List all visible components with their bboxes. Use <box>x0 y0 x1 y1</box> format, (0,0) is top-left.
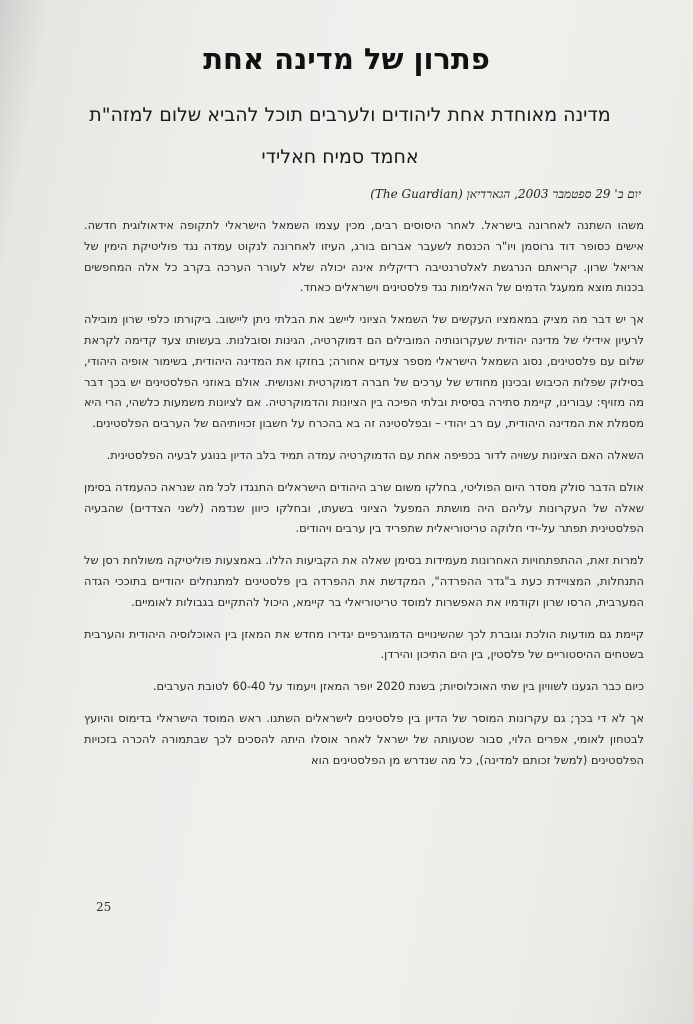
paragraph: השאלה האם הציונות עשויה לדור בכפיפה אחת עם הדמוקרטיה עמדה תמיד בלב הדיון בנוגע לבעיה הפלסטינית. <box>106 447 644 462</box>
paragraph: אולם הדבר סולק מסדר היום הפוליטי, בחלקו משום שרב היהודים הישראלים התנגדו לכל מה שנראה כהעמדה בסימן שאלה של העקרונות עליהם היה מושתת המפעל הציוני בשעתו, ובחלקו כיוון שנדמה (לשני הצדדים) שהבעיה הפלסטינית תפתר על-ידי חלוקה טריטוריאלית שתפריד בין ערבים ויהודים. <box>84 479 644 536</box>
article-subtitle: מדינה מאוחדת אחת ליהודים ולערבים תוכל להביא שלום למזה"ת <box>89 104 611 126</box>
paragraph: אך יש דבר מה מציק במאמציו העקשים של השמאל הציוני ליישב את הבלתי ניתן ליישוב. ביקורתו כלפי שרון מובילה לרעיון אידילי של מדינה יהודית שעקרונותיה המובילים הם דמוקרטיה, הגינות וסובלנות. בעשותו צעד קדימה לקראת שלום עם פלסטינים, נסוג השמאל הישראלי מספר צעדים אחורה; בחזקו את המדינה היהודית, בשימור אופיה היהודי, בסילוק שפלות הכיבוש ובכינון מחודש של ערכים של חברה דמוקרטית ואנושית. אולם באוזני הפלסטינים יש בכך דבר מה מזויף: עבורינו, קיימת סתירה בסיסית ובלתי הפיכה בין הציונות והדמוקרטיה. אם לציונות משמעות כלשהי, הרי היא מסמלת את המדינה היהודית, עם רב יהודי – ובפלסטינה זה בא בהכרח על חשבון זכויותיהם של הערבים הפלסטינים. <box>84 312 644 431</box>
author-name: אחמד סמיח חאלידי <box>261 146 419 168</box>
paragraph: כיום כבר הגענו לשוויון בין שתי האוכלוסיות; בשנת 2020 יופר המאזן ויעמוד על 60-40 לטובת הערבים. <box>152 679 644 694</box>
article-title: פתרון של מדינה אחת <box>203 42 490 76</box>
paragraph: משהו השתנה לאחרונה בישראל. לאחר היסוסים רבים, מכין עצמו השמאל הישראלי לתקופה אידאולוגית חדשה. אישים כסופר דוד גרוסמן ויו"ר הכנסת לשעבר אברום בורג, העיזו לאחרונה לנקוט עמדה נגד פוליטיקת הימין של אריאל שרון. קריאתם הנרגשת לאלטרנטיבה רדיקלית אינה יכולה שלא לעורר הערכה בקרב כל אלה המחפשים בכנות מוצא ממעגל הדמים של האלימות נגד פלסטינים וישראלים כאחד. <box>84 218 644 295</box>
page-number: 25 <box>96 900 112 914</box>
article-body <box>84 215 644 781</box>
paragraph: אך לא די בכך; גם עקרונות המוסר של הדיון בין פלסטינים לישראלים השתנו. ראש המוסד הישראלי בדימוס והיועץ לבטחון לאומי, אפרים הלוי, סבור שטעותה של ישראל לאחר אוסלו היתה להסכים לכך שבתמורה להכרה בזכויות הפלסטינים (למשל זכותם למדינה), כל מה שנדרש מן הפלסטינים הוא <box>84 710 644 767</box>
paragraph: למרות זאת, ההתפתחויות האחרונות מעמידות בסימן שאלה את הקביעות הללו. באמצעות פוליטיקה משולחת רסן של התנחלות, המצויידת כעת ב"גדר ההפרדה", המקדשת את ההפרדה בין פלסטינים למתנחלים יהודיים בתוככי הגדה המערבית, הרסו שרון וקודמיו את האפשרות למוסד טריטוריאלי בר קיימא, היכול להתקיים בגבולות לאומיים. <box>84 553 644 609</box>
paragraph: קיימת גם מודעות הולכת וגוברת לכך שהשינויים הדמוגרפיים יגדירו מחדש את המאזן בין האוכלוסיה היהודית והערבית בשטחים ההיסטוריים של פלסטין, בין הים התיכון והירדן. <box>84 626 644 662</box>
dateline: יום ב' 29 ספטמבר 2003, הגארדיאן (The Guardian) <box>370 187 641 201</box>
